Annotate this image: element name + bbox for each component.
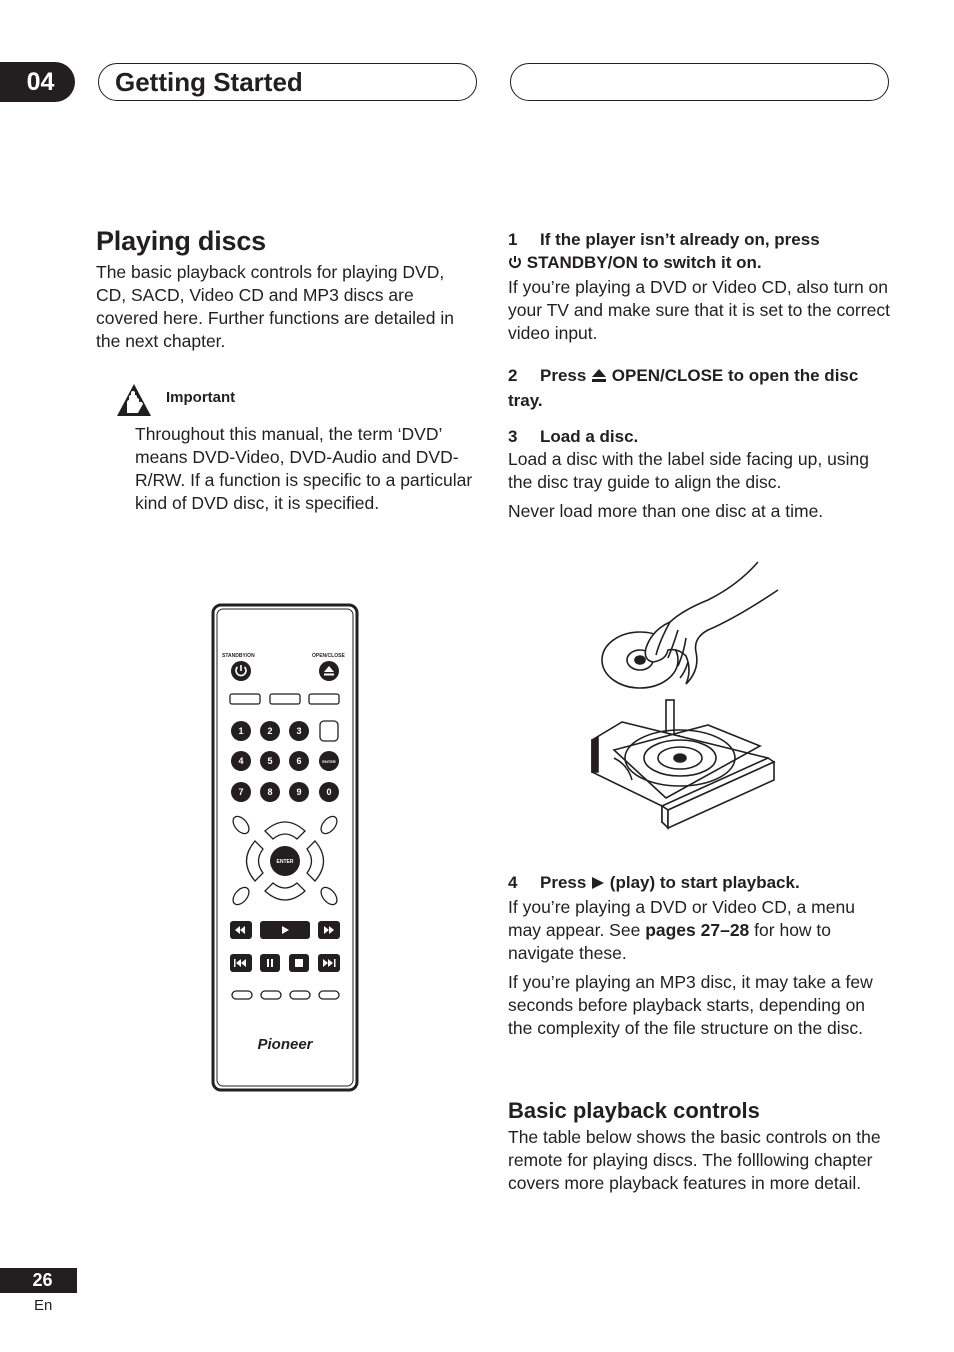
intro-paragraph: The basic playback controls for playing DVD, CD, SACD, Video CD and MP3 discs are covered here. Further functions are detailed in the next chapter. <box>96 262 454 351</box>
left-column <box>96 226 476 353</box>
standby-label: STANDBY/ON <box>222 653 255 659</box>
step-3-body-1: Load a disc with the label side facing up, using the disc tray guide to align the disc. <box>508 449 869 492</box>
power-icon <box>508 253 522 276</box>
key-8: 8 <box>267 787 273 797</box>
basic-playback-title: Basic playback controls <box>508 1098 760 1123</box>
header-blank-bar <box>510 63 889 101</box>
chapter-title-bar <box>98 63 477 101</box>
step-1-heading: 1 If the player isn’t already on, press STANDBY/ON to switch it on. <box>508 228 892 276</box>
important-icon <box>116 383 152 422</box>
key-7: 7 <box>238 787 244 797</box>
key-0: 0 <box>326 787 332 797</box>
svg-text:ENTER: ENTER <box>276 859 294 865</box>
pages-link[interactable]: pages 27–28 <box>645 920 750 940</box>
basic-playback-body: The table below shows the basic controls on the remote for playing discs. The folllowing chapter covers more playback features in more detail. <box>508 1127 881 1193</box>
step-4-block <box>508 871 892 1040</box>
basic-playback-section <box>508 1098 892 1195</box>
step-4-body-1: If you’re playing a DVD or Video CD, a menu may appear. See pages 27–28 for how to navigate these. <box>508 897 855 963</box>
key-1: 1 <box>238 726 244 736</box>
page-number: 26 <box>0 1268 77 1293</box>
step-3-body-2: Never load more than one disc at a time. <box>508 501 824 521</box>
important-label: Important <box>166 389 236 406</box>
chapter-title: Getting Started <box>115 67 303 97</box>
eject-icon <box>591 366 607 389</box>
pioneer-logo: Pioneer <box>257 1036 313 1053</box>
step-4-heading: 4 Press (play) to start playback. <box>508 871 892 896</box>
step-4-body-2: If you’re playing an MP3 disc, it may take a few seconds before playback starts, depending on the complexity of the file structure on the disc. <box>508 972 873 1038</box>
disc-loading-illustration <box>588 560 783 835</box>
remote-control-illustration <box>210 603 360 1098</box>
important-text: Throughout this manual, the term ‘DVD’ means DVD-Video, DVD-Audio and DVD-R/RW. If a function is specific to a particular kind of DVD disc, it is specified. <box>135 424 473 513</box>
right-column <box>508 228 892 523</box>
key-9: 9 <box>296 787 302 797</box>
key-6: 6 <box>296 756 302 766</box>
section-title: Playing discs <box>96 226 266 256</box>
step-3-heading: 3 Load a disc. <box>508 427 639 446</box>
key-2: 2 <box>267 726 273 736</box>
key-enter-small: ENTER <box>322 759 336 764</box>
step-2-heading: 2 Press OPEN/CLOSE to open the disc tray. <box>508 366 859 410</box>
chapter-number-badge: 04 <box>0 62 75 102</box>
play-icon <box>591 873 605 896</box>
key-3: 3 <box>296 726 302 736</box>
open-close-label: OPEN/CLOSE <box>312 653 345 659</box>
step-1-body: If you’re playing a DVD or Video CD, also turn on your TV and make sure that it is set to the correct video input. <box>508 277 890 343</box>
standby-power-icon <box>231 661 251 681</box>
key-4: 4 <box>238 756 244 766</box>
transport-row-1 <box>230 921 340 939</box>
open-close-eject-icon <box>319 661 339 681</box>
language-code: En <box>34 1297 53 1314</box>
key-5: 5 <box>267 756 273 766</box>
